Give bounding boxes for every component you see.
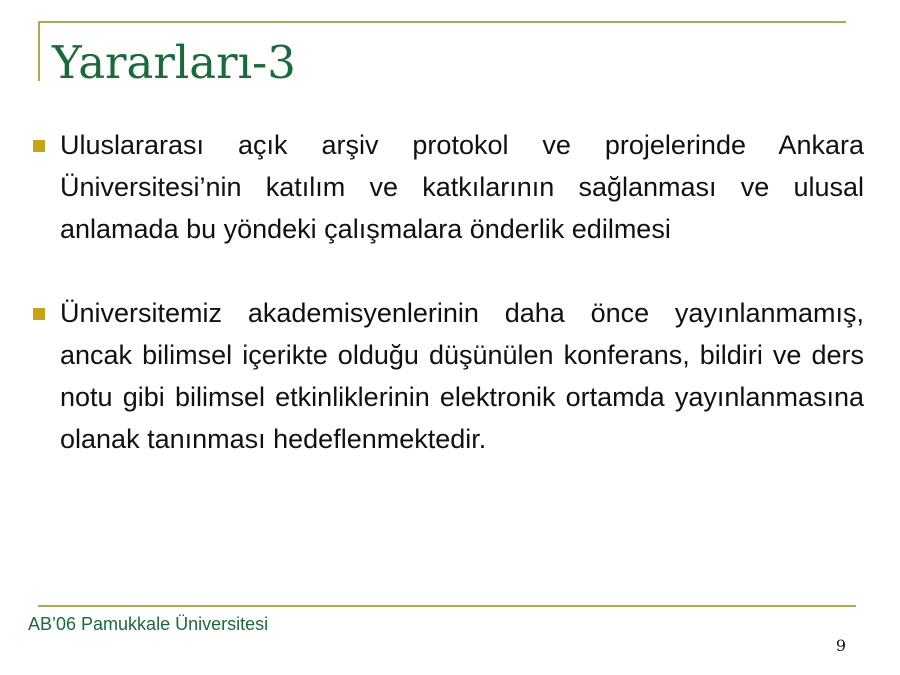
slide-frame-top-line — [38, 21, 846, 23]
square-bullet-icon — [33, 140, 45, 152]
page-number: 9 — [835, 636, 846, 655]
bullet-item-1 — [30, 124, 864, 250]
slide-frame-left-line — [38, 21, 40, 81]
bullet-item-2 — [30, 292, 864, 460]
bullet-text: Üniversitemiz akademisyenlerinin daha önce yayınlanmamış, ancak bilimsel içerikte olduğu düşünülen konferans, bildiri ve ders notu gibi bilimsel etkinliklerinin elektronik ortamda yayınlanmasına olanak tanınması hedeflenmektedir. — [60, 298, 864, 454]
footer-text: AB’06 Pamukkale Üniversitesi — [28, 614, 269, 634]
slide-title: Yararları-3 — [52, 36, 296, 89]
slide-content — [30, 124, 864, 460]
slide-frame-bottom-line — [38, 605, 856, 607]
square-bullet-icon — [33, 308, 45, 320]
bullet-text: Uluslararası açık arşiv protokol ve projelerinde Ankara Üniversitesi’nin katılım ve katkılarının sağlanması ve ulusal anlamada bu yöndeki çalışmalara önderlik edilmesi — [60, 130, 864, 244]
